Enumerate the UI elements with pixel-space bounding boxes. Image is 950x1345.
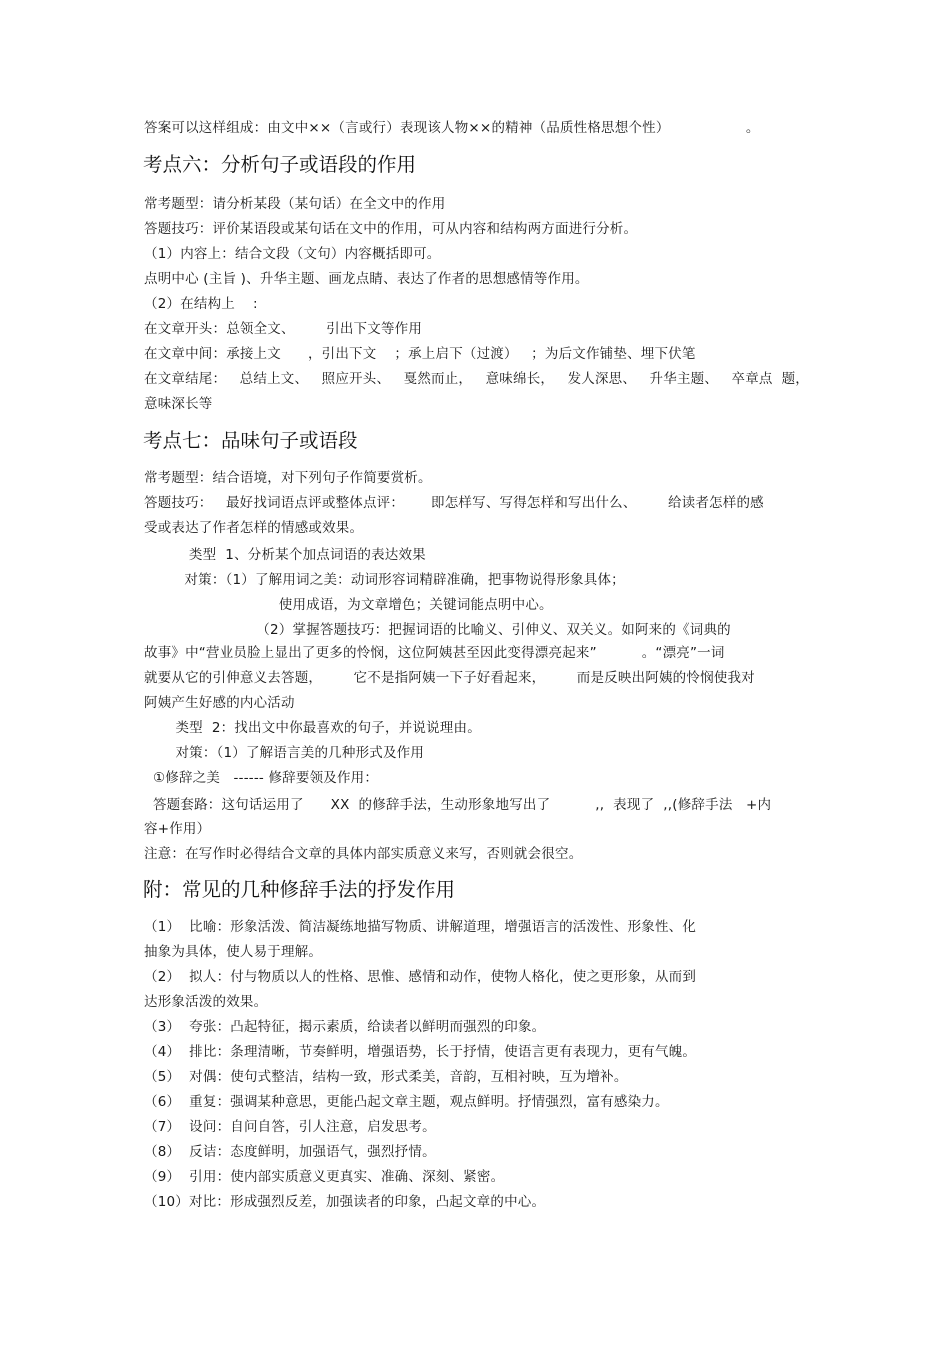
text-line: （9） 引用：使内部实质意义更真实、准确、深刻、紧密。 — [144, 1169, 505, 1185]
text-line: （1）内容上：结合文段（文句）内容概括即可。 — [144, 246, 441, 262]
text-line: 点明中心 (主旨 )、升华主题、画龙点睛、表达了作者的思想感情等作用。 — [144, 271, 589, 287]
text-line: （1） 比喻：形象活泼、简洁凝练地描写物质、讲解道理，增强语言的活泼性、形象性、化 — [144, 919, 697, 935]
text-line: 答题套路：这句话运用了 XX 的修辞手法，生动形象地写出了 ,, 表现了 ,,(修辞手法 +内 — [144, 797, 772, 813]
appendix-heading: 附：常见的几种修辞手法的抒发作用 — [143, 878, 456, 901]
text-line: 在文章开头：总领全文、 引出下文等作用 — [144, 321, 423, 337]
text-line: 在文章中间：承接上文 ，引出下文 ；承上启下（过渡） ；为后文作铺垫、埋下伏笔 — [144, 346, 696, 362]
text-line: 使用成语，为文章增色；关键词能点明中心。 — [144, 597, 553, 613]
section-heading-7: 考点七：品味句子或语段 — [143, 429, 358, 452]
text-line: 容+作用） — [144, 821, 211, 837]
text-line: （4） 排比：条理清晰，节奏鲜明，增强语势，长于抒情，使语言更有表现力，更有气魄。 — [144, 1044, 697, 1060]
text-line: （2）在结构上 : — [144, 296, 258, 312]
text-line: 达形象活泼的效果。 — [144, 994, 268, 1010]
text-line: 类型 2：找出文中你最喜欢的句子，并说说理由。 — [144, 720, 481, 736]
text-line: 类型 1、分析某个加点词语的表达效果 — [144, 547, 426, 563]
text-line: 答题技巧：评价某语段或某句话在文中的作用，可从内容和结构两方面进行分析。 — [144, 221, 638, 237]
section-heading-6: 考点六：分析句子或语段的作用 — [143, 153, 417, 176]
text-line: 常考题型：请分析某段（某句话）在全文中的作用 — [144, 196, 446, 212]
text-line: 意味深长等 — [144, 396, 213, 412]
text-line: 在文章结尾： 总结上文、 照应开头、 戛然而止， 意味绵长， 发人深思、 升华主题、 卒章点 题， — [144, 371, 809, 387]
text-line: （5） 对偶：使句式整洁，结构一致，形式柔美，音韵，互相衬映，互为增补。 — [144, 1069, 628, 1085]
text-line: （3） 夸张：凸起特征，揭示素质，给读者以鲜明而强烈的印象。 — [144, 1019, 546, 1035]
text-line: （2） 拟人：付与物质以人的性格、思惟、感情和动作，使物人格化，使之更形象，从而到 — [144, 969, 697, 985]
text-line: （10）对比：形成强烈反差，加强读者的印象，凸起文章的中心。 — [144, 1194, 546, 1210]
text-line: 受或表达了作者怎样的情感或效果。 — [144, 520, 364, 536]
text-line: 抽象为具体，使人易于理解。 — [144, 944, 323, 960]
text-line: 对策：（1）了解语言美的几种形式及作用 — [144, 745, 425, 761]
text-line: （2）掌握答题技巧：把握词语的比喻义、引伸义、双关义。如阿来的《词典的 — [144, 622, 731, 638]
text-line: 常考题型：结合语境，对下列句子作简要赏析。 — [144, 470, 432, 486]
text-line: （6） 重复：强调某种意思，更能凸起文章主题，观点鲜明。抒情强烈，富有感染力。 — [144, 1094, 669, 1110]
text-line: （8） 反诘：态度鲜明，加强语气，强烈抒情。 — [144, 1144, 436, 1160]
intro-line: 答案可以这样组成：由文中××（言或行）表现该人物××的精神（品质性格思想个性） 。 — [144, 120, 760, 136]
text-line: 就要从它的引伸意义去答题， 它不是指阿姨一下子好看起来， 而是反映出阿姨的怜悯使我对 — [144, 670, 755, 686]
text-line: ①修辞之美 ------ 修辞要领及作用： — [144, 770, 379, 786]
text-line: 注意：在写作时必得结合文章的具体内部实质意义来写，否则就会很空。 — [144, 846, 583, 862]
text-line: 阿姨产生好感的内心活动 — [144, 695, 295, 711]
text-line: 对策：（1）了解用词之美：动词形容词精辟准确，把事物说得形象具体； — [144, 572, 625, 588]
text-line: 答题技巧： 最好找词语点评或整体点评： 即怎样写、写得怎样和写出什么、 给读者怎样的感 — [144, 495, 764, 511]
text-line: （7） 设问：自问自答，引人注意，启发思考。 — [144, 1119, 436, 1135]
text-line: 故事》中“营业员脸上显出了更多的怜悯，这位阿姨甚至因此变得漂亮起来” 。“漂亮”一词 — [144, 645, 725, 661]
